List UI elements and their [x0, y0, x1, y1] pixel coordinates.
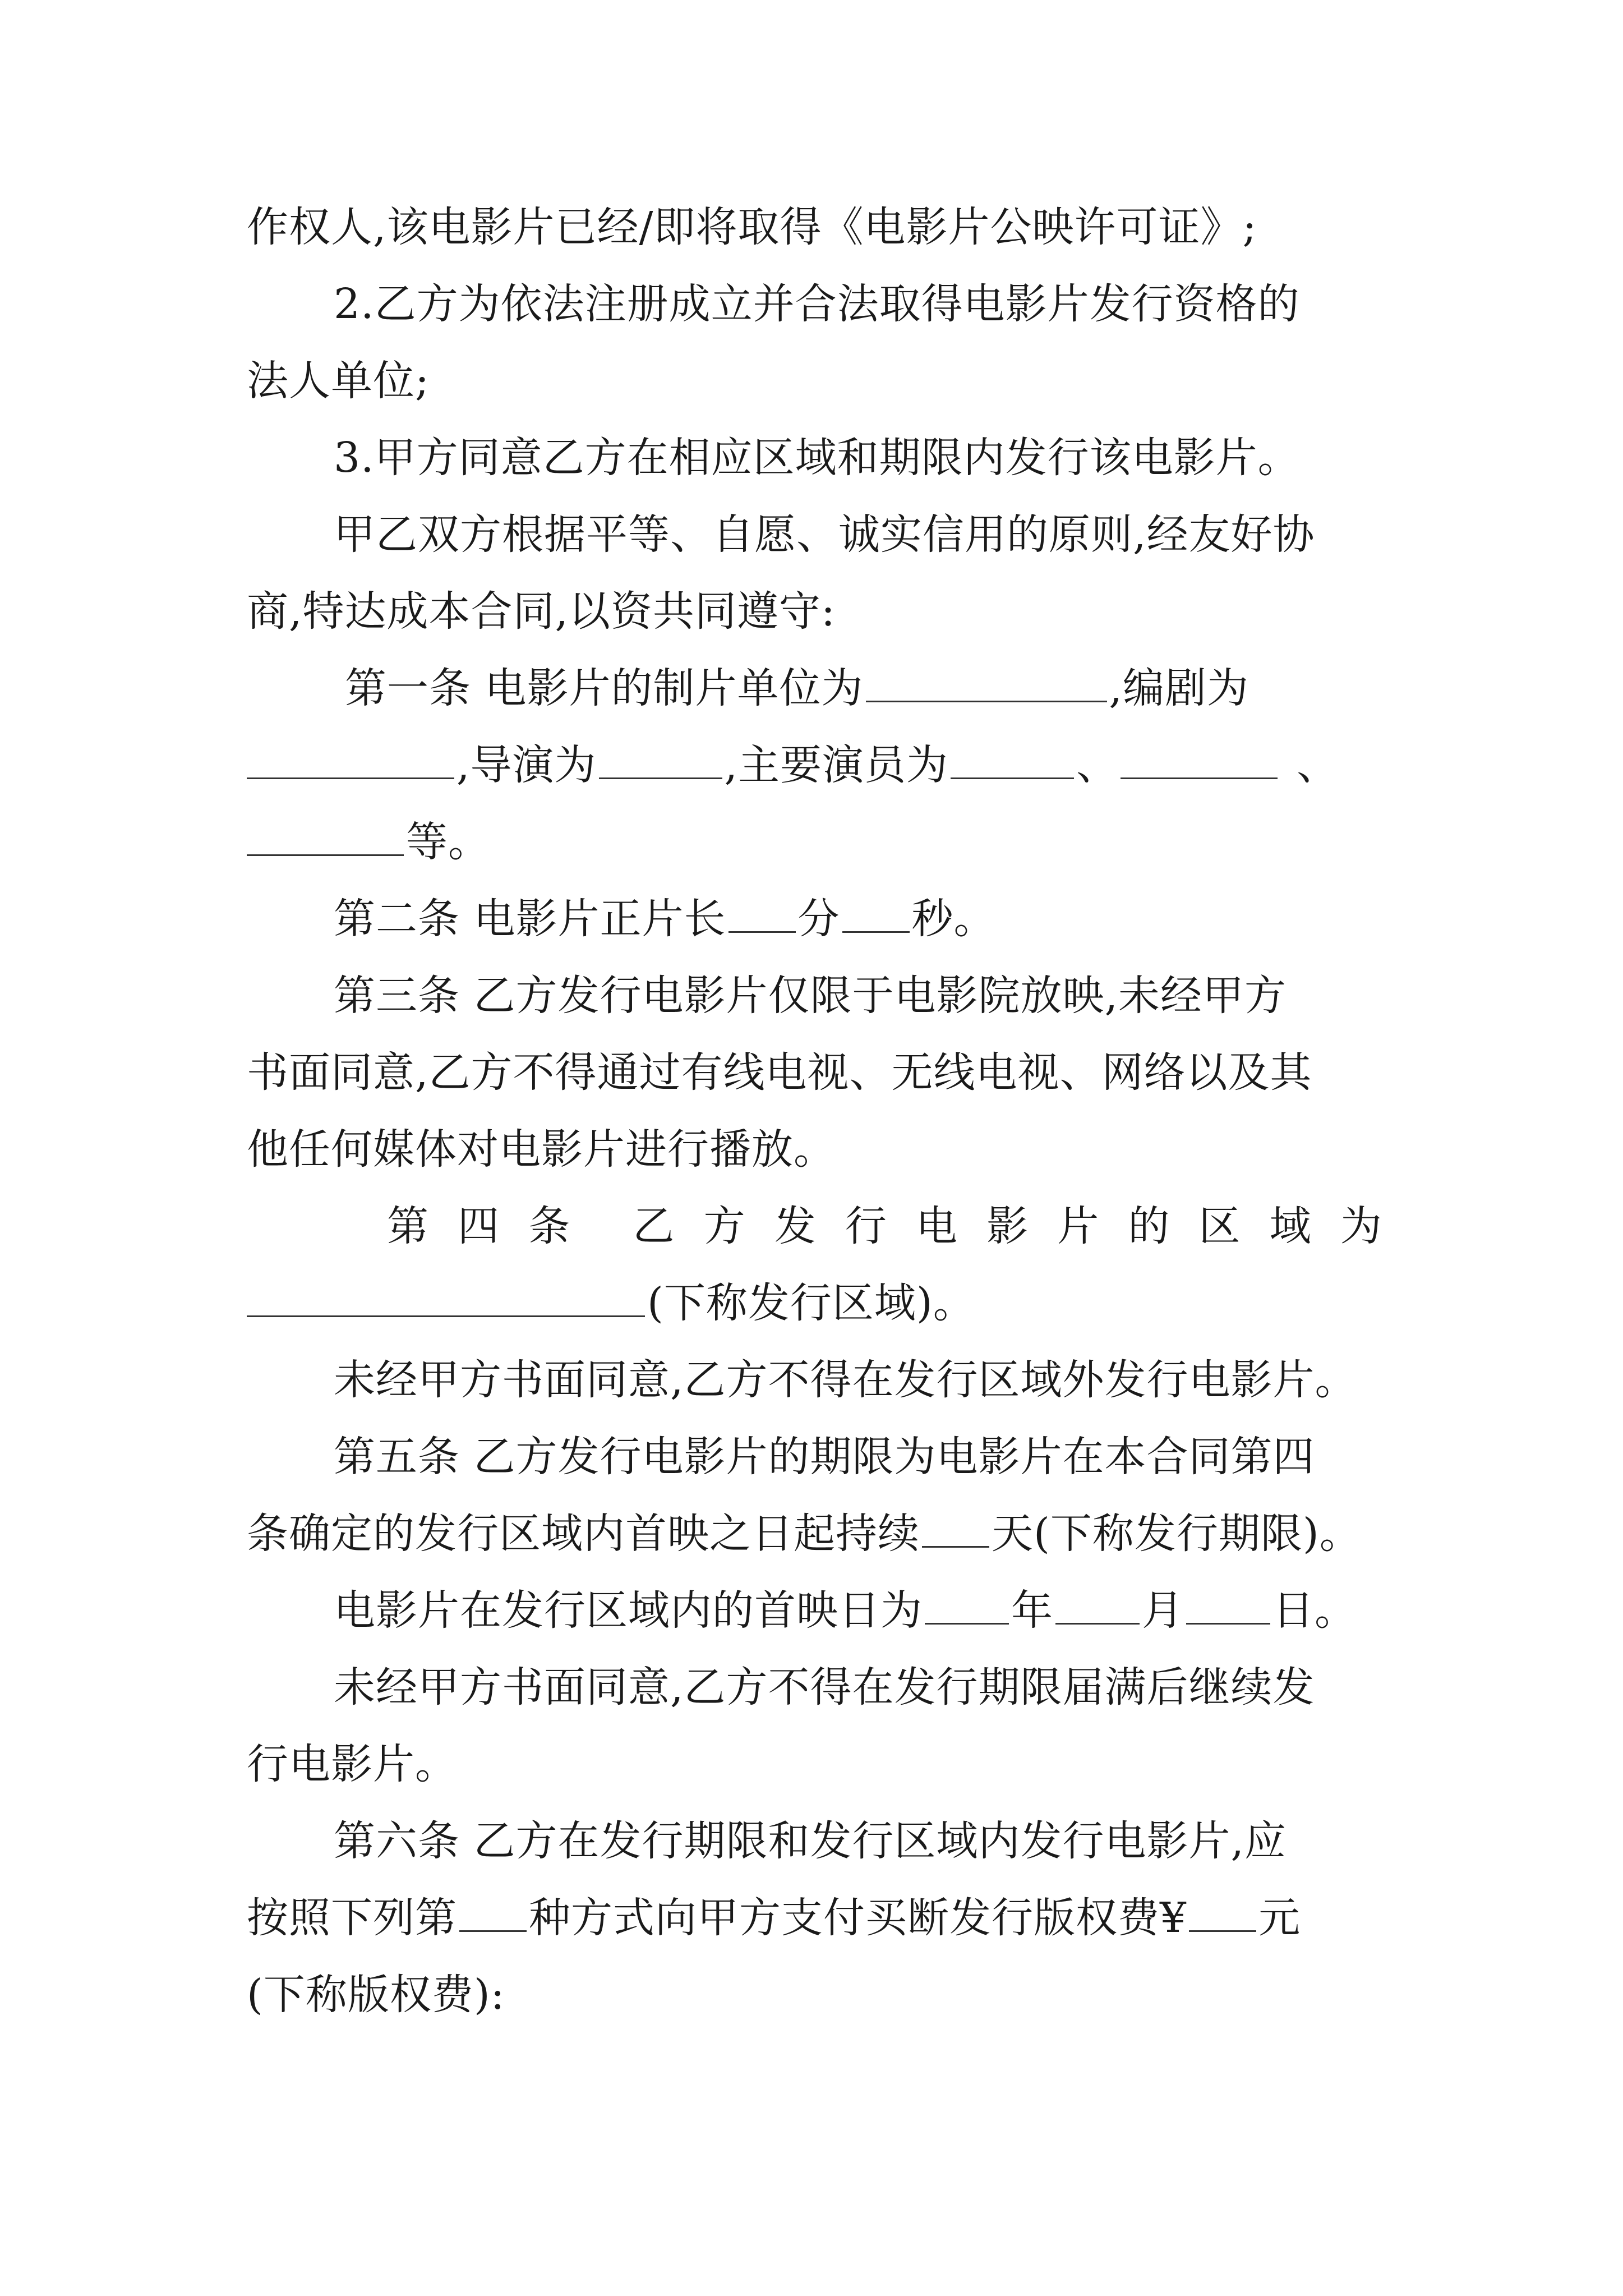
- article-4-char: 四: [458, 1202, 500, 1250]
- article-1-line-3: [247, 814, 490, 870]
- article-6-text: 种方式向甲方支付买断发行版权费¥: [529, 1894, 1187, 1942]
- article-1-text: ,导演为: [457, 741, 597, 789]
- blank-field: [1055, 1587, 1140, 1625]
- article-5-line-1: 第五条 乙方发行电影片的期限为电影片在本合同第四: [334, 1433, 1315, 1481]
- blank-field: [922, 1510, 989, 1548]
- text-line: 2.乙方为依法注册成立并合法取得电影片发行资格的: [334, 280, 1300, 328]
- article-6-text: 元: [1258, 1894, 1301, 1942]
- article-4-char: 发: [774, 1202, 817, 1250]
- article-4-char: 第: [387, 1202, 429, 1250]
- text-line: 甲乙双方根据平等、自愿、诚实信用的原则,经友好协: [334, 510, 1315, 559]
- article-4-char: 影: [986, 1202, 1029, 1250]
- blank-field: [842, 895, 910, 933]
- article-6-line-2: [247, 1890, 1301, 1946]
- article-5-line-3: [334, 1582, 1357, 1639]
- blank-field: [599, 742, 722, 779]
- article-5-line-5: 行电影片。: [247, 1740, 457, 1788]
- article-4-char: 片: [1057, 1202, 1100, 1250]
- blank-field: [459, 1894, 527, 1932]
- article-3-line-2: 书面同意,乙方不得通过有线电视、无线电视、网络以及其: [247, 1048, 1312, 1097]
- blank-field: [866, 665, 1107, 702]
- article-1-text: 第一条 电影片的制片单位为: [345, 664, 864, 712]
- article-4-char: 域: [1269, 1202, 1312, 1250]
- blank-field: [728, 895, 796, 933]
- text-line: 商,特达成本合同,以资共同遵守:: [247, 587, 836, 636]
- article-1-text: ,主要演员为: [724, 741, 949, 789]
- article-1-line-1: [345, 660, 1249, 716]
- article-5-text: 月: [1142, 1586, 1184, 1635]
- article-1-text: ,编剧为: [1109, 664, 1249, 712]
- article-2-text: 分: [797, 895, 840, 943]
- article-3-line-1: 第三条 乙方发行电影片仅限于电影院放映,未经甲方: [334, 972, 1287, 1020]
- article-5-text: 天(下称发行期限)。: [992, 1510, 1362, 1558]
- blank-field: [1121, 742, 1278, 779]
- blank-field: [1189, 1894, 1256, 1932]
- blank-field: [247, 818, 404, 856]
- blank-field: [925, 1587, 1009, 1625]
- article-5-text: 条确定的发行区域内首映之日起持续: [247, 1510, 920, 1558]
- article-4-char: 乙: [633, 1202, 675, 1250]
- article-2-text: 秒。: [911, 895, 996, 943]
- article-5-line-2: [247, 1506, 1362, 1562]
- blank-field: [247, 1280, 645, 1317]
- text-line: 作权人,该电影片已经/即将取得《电影片公映许可证》;: [247, 203, 1257, 251]
- article-4-char: 条: [528, 1202, 571, 1250]
- article-5-line-4: 未经甲方书面同意,乙方不得在发行期限届满后继续发: [334, 1663, 1315, 1711]
- article-4-char: 的: [1128, 1202, 1170, 1250]
- article-5-text: 电影片在发行区域内的首映日为: [334, 1586, 923, 1635]
- article-5-text: 日。: [1272, 1586, 1357, 1635]
- blank-field: [951, 742, 1074, 779]
- article-4-text: (下称发行区域)。: [647, 1279, 975, 1327]
- article-3-line-3: 他任何媒体对电影片进行播放。: [247, 1125, 836, 1174]
- blank-field: [247, 742, 454, 779]
- article-4-char: 区: [1198, 1202, 1241, 1250]
- article-4-line-1: [387, 1198, 1382, 1254]
- article-4-line-3: 未经甲方书面同意,乙方不得在发行区域外发行电影片。: [334, 1356, 1357, 1404]
- text-line: 3.甲方同意乙方在相应区域和期限内发行该电影片。: [334, 434, 1300, 482]
- article-4-line-2: [247, 1275, 975, 1331]
- article-2-line: [334, 891, 996, 947]
- blank-field: [1186, 1587, 1270, 1625]
- article-4-char: 行: [845, 1202, 887, 1250]
- article-1-text: 等。: [406, 818, 490, 866]
- text-line: 法人单位;: [247, 357, 430, 405]
- article-4-char: 方: [703, 1202, 746, 1250]
- article-4-char: 为: [1340, 1202, 1382, 1250]
- article-1-text: 、: [1076, 741, 1119, 789]
- article-4-char: 电: [915, 1202, 958, 1250]
- article-6-line-1: 第六条 乙方在发行期限和发行区域内发行电影片,应: [334, 1817, 1287, 1865]
- article-1-line-2: [247, 737, 1339, 793]
- article-2-text: 第二条 电影片正片长: [334, 895, 726, 943]
- article-1-text: 、: [1297, 741, 1339, 789]
- article-6-text: 按照下列第: [247, 1894, 457, 1942]
- article-6-line-3: (下称版权费):: [247, 1971, 505, 2019]
- article-5-text: 年: [1011, 1586, 1053, 1635]
